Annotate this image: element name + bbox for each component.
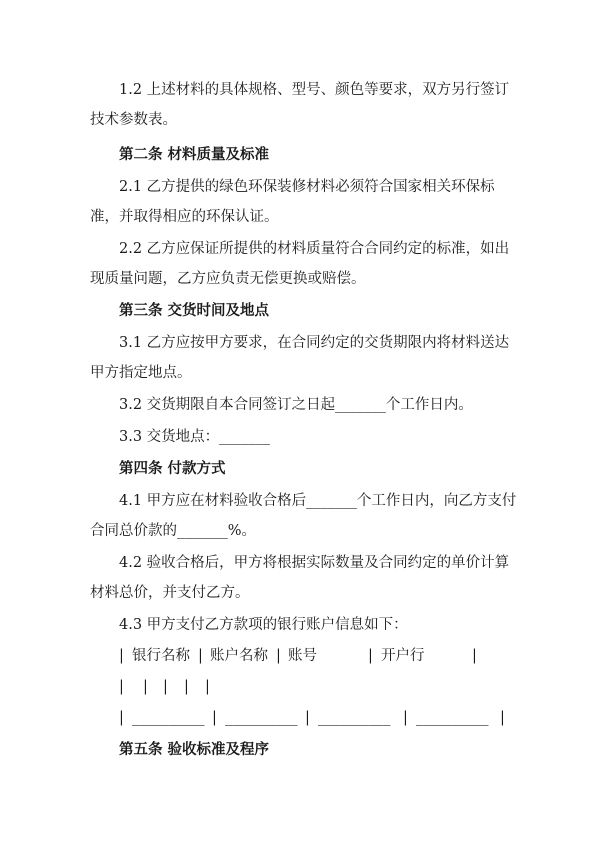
bank-table-header-row — [0, 646, 600, 666]
table-separator: | — [212, 710, 217, 726]
clause-2-1-line-2: 准，并取得相应的环保认证。 — [90, 209, 279, 225]
clause-1-2-line-2: 技术参数表。 — [90, 112, 177, 128]
clause-4-1-line-2: 合同总价款的_______%。 — [90, 523, 257, 539]
article-2-heading: 第二条 材料质量及标准 — [119, 147, 270, 163]
blank-account-name: __________ — [225, 710, 298, 726]
table-separator: | — [500, 710, 505, 726]
table-separator: | — [143, 679, 148, 695]
table-separator: | — [119, 679, 124, 695]
bank-table-blank-row — [0, 708, 600, 728]
article-4-heading: 第四条 付款方式 — [119, 461, 226, 477]
header-account-number: 账号 — [288, 648, 317, 664]
bank-table-divider-row — [0, 677, 600, 697]
table-separator: | — [472, 648, 477, 664]
clause-4-1-line-1: 4.1 甲方应在材料验收合格后_______个工作日内，向乙方支付 — [119, 493, 517, 509]
header-opening-bank: 开户行 — [381, 648, 425, 664]
clause-2-2-line-2: 现质量问题，乙方应负责无偿更换或赔偿。 — [90, 271, 366, 287]
clause-2-2-line-1: 2.2 乙方应保证所提供的材料质量符合合同约定的标准，如出 — [119, 241, 510, 257]
clause-3-3: 3.3 交货地点：_______ — [119, 429, 270, 445]
clause-1-2-line-1: 1.2 上述材料的具体规格、型号、颜色等要求，双方另行签订 — [119, 82, 510, 98]
clause-2-1-line-1: 2.1 乙方提供的绿色环保装修材料必须符合国家相关环保标 — [119, 179, 495, 195]
table-separator: | — [119, 710, 124, 726]
blank-account-number: __________ — [318, 710, 391, 726]
table-separator: | — [163, 679, 168, 695]
article-5-heading: 第五条 验收标准及程序 — [119, 742, 270, 758]
clause-3-1-line-1: 3.1 乙方应按甲方要求，在合同约定的交货期限内将材料送达 — [119, 335, 510, 351]
header-bank-name: 银行名称 — [132, 648, 190, 664]
table-separator: | — [205, 679, 210, 695]
article-3-heading: 第三条 交货时间及地点 — [119, 303, 270, 319]
clause-4-2-line-2: 材料总价，并支付乙方。 — [90, 585, 250, 601]
clause-3-1-line-2: 甲方指定地点。 — [90, 365, 192, 381]
clause-4-2-line-1: 4.2 验收合格后，甲方将根据实际数量及合同约定的单价计算 — [119, 555, 510, 571]
table-separator: | — [198, 648, 203, 664]
blank-opening-bank: __________ — [416, 710, 489, 726]
table-separator: | — [368, 648, 373, 664]
table-separator: | — [276, 648, 281, 664]
blank-bank-name: __________ — [132, 710, 205, 726]
clause-4-3: 4.3 甲方支付乙方款项的银行账户信息如下： — [119, 617, 408, 633]
table-separator: | — [305, 710, 310, 726]
clause-3-2: 3.2 交货期限自本合同签订之日起_______个工作日内。 — [119, 397, 473, 413]
table-separator: | — [403, 710, 408, 726]
header-account-name: 账户名称 — [210, 648, 268, 664]
table-separator: | — [184, 679, 189, 695]
table-separator: | — [119, 648, 124, 664]
